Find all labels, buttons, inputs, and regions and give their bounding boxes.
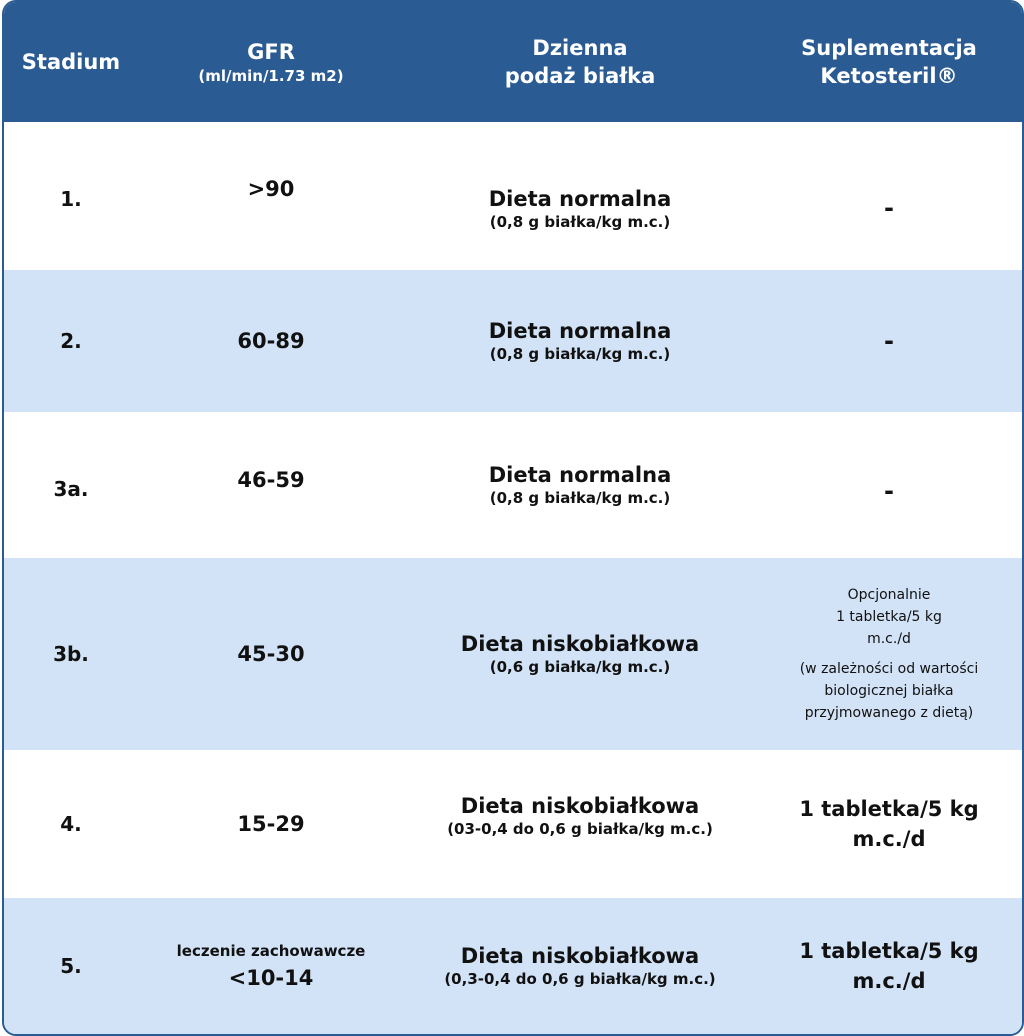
row-1-supplement-text: -	[884, 194, 894, 222]
row-1-supplement	[756, 122, 1022, 270]
row-1-gfr-text: >90	[247, 177, 295, 201]
row-4-supplement-line2: 1 tabletka/5 kg	[836, 609, 942, 625]
row-4-supplement-line6: przyjmowanego z dietą)	[804, 705, 974, 721]
ckd-table	[2, 0, 1024, 1036]
header-supplement	[756, 2, 1022, 122]
row-3-stage	[4, 412, 138, 558]
table-row-1	[4, 122, 1022, 270]
header-gfr	[138, 2, 404, 122]
row-5-stage-text: 4.	[60, 812, 82, 836]
row-5-supplement	[756, 750, 1022, 898]
row-4-stage	[4, 558, 138, 750]
row-5-gfr-text: 15-29	[237, 812, 305, 836]
table-row-4	[4, 558, 1022, 750]
row-5-supplement-line2: m.c./d	[852, 827, 926, 851]
header-supplement-line1: Suplementacja	[801, 36, 977, 60]
header-gfr-unit: (ml/min/1.73 m2)	[198, 67, 344, 85]
row-5-gfr	[138, 750, 404, 898]
row-4-supplement-line1: Opcjonalnie	[847, 587, 931, 603]
row-3-diet-note: (0,8 g białka/kg m.c.)	[489, 489, 671, 507]
row-3-gfr	[138, 412, 404, 558]
row-4-supplement	[756, 558, 1022, 750]
row-1-gfr	[138, 122, 404, 270]
row-1-stage-text: 1.	[60, 187, 82, 211]
row-2-diet-text: Dieta normalna	[488, 319, 672, 343]
table-row-6	[4, 898, 1022, 1034]
row-5-diet	[404, 750, 756, 898]
row-6-supplement-line1: 1 tabletka/5 kg	[799, 939, 979, 963]
row-4-gfr	[138, 558, 404, 750]
table-row-3	[4, 412, 1022, 558]
row-5-diet-text: Dieta niskobiałkowa	[460, 794, 700, 818]
row-4-gfr-text: 45-30	[237, 642, 305, 666]
row-6-diet	[404, 898, 756, 1034]
row-6-gfr-note: leczenie zachowawcze	[176, 942, 366, 960]
row-5-diet-note: (03-0,4 do 0,6 g białka/kg m.c.)	[447, 820, 713, 838]
row-6-supplement-line2: m.c./d	[852, 969, 926, 993]
row-3-gfr-text: 46-59	[237, 468, 305, 492]
row-4-supplement-line4: (w zależności od wartości	[799, 661, 979, 677]
row-1-diet	[404, 122, 756, 270]
row-2-diet-note: (0,8 g białka/kg m.c.)	[489, 345, 671, 363]
row-6-diet-note: (0,3-0,4 do 0,6 g białka/kg m.c.)	[444, 970, 716, 988]
row-6-gfr-text: <10-14	[228, 966, 314, 990]
header-protein-line2: podaż białka	[504, 64, 656, 88]
row-4-supplement-line3: m.c./d	[867, 631, 911, 647]
row-2-gfr-text: 60-89	[237, 329, 305, 353]
row-3-diet-text: Dieta normalna	[488, 463, 672, 487]
row-4-diet	[404, 558, 756, 750]
header-stage	[4, 2, 138, 122]
row-2-stage-text: 2.	[60, 329, 82, 353]
row-2-stage	[4, 270, 138, 412]
row-1-diet-text: Dieta normalna	[488, 187, 672, 211]
row-6-gfr	[138, 898, 404, 1034]
table-row-2	[4, 270, 1022, 412]
row-4-diet-text: Dieta niskobiałkowa	[460, 632, 700, 656]
row-5-stage	[4, 750, 138, 898]
row-3-supplement	[756, 412, 1022, 558]
table-row-5	[4, 750, 1022, 898]
row-2-gfr	[138, 270, 404, 412]
row-1-stage	[4, 122, 138, 270]
row-2-supplement-text: -	[884, 327, 894, 355]
header-stage-label: Stadium	[21, 50, 121, 74]
row-4-supplement-line5: biologicznej białka	[824, 683, 954, 699]
row-4-stage-text: 3b.	[53, 642, 89, 666]
row-3-diet	[404, 412, 756, 558]
row-5-supplement-line1: 1 tabletka/5 kg	[799, 797, 979, 821]
row-3-stage-text: 3a.	[53, 477, 89, 501]
row-6-stage	[4, 898, 138, 1034]
row-6-diet-text: Dieta niskobiałkowa	[460, 944, 700, 968]
header-gfr-title: GFR	[247, 40, 295, 64]
row-4-diet-note: (0,6 g białka/kg m.c.)	[489, 658, 671, 676]
header-protein	[404, 2, 756, 122]
row-2-supplement	[756, 270, 1022, 412]
table-header	[4, 2, 1022, 122]
row-6-supplement	[756, 898, 1022, 1034]
row-1-diet-note: (0,8 g białka/kg m.c.)	[489, 213, 671, 231]
header-supplement-line2: Ketosteril®	[820, 64, 958, 88]
header-protein-line1: Dzienna	[532, 36, 628, 60]
row-6-stage-text: 5.	[60, 954, 82, 978]
row-2-diet	[404, 270, 756, 412]
row-3-supplement-text: -	[884, 477, 894, 505]
